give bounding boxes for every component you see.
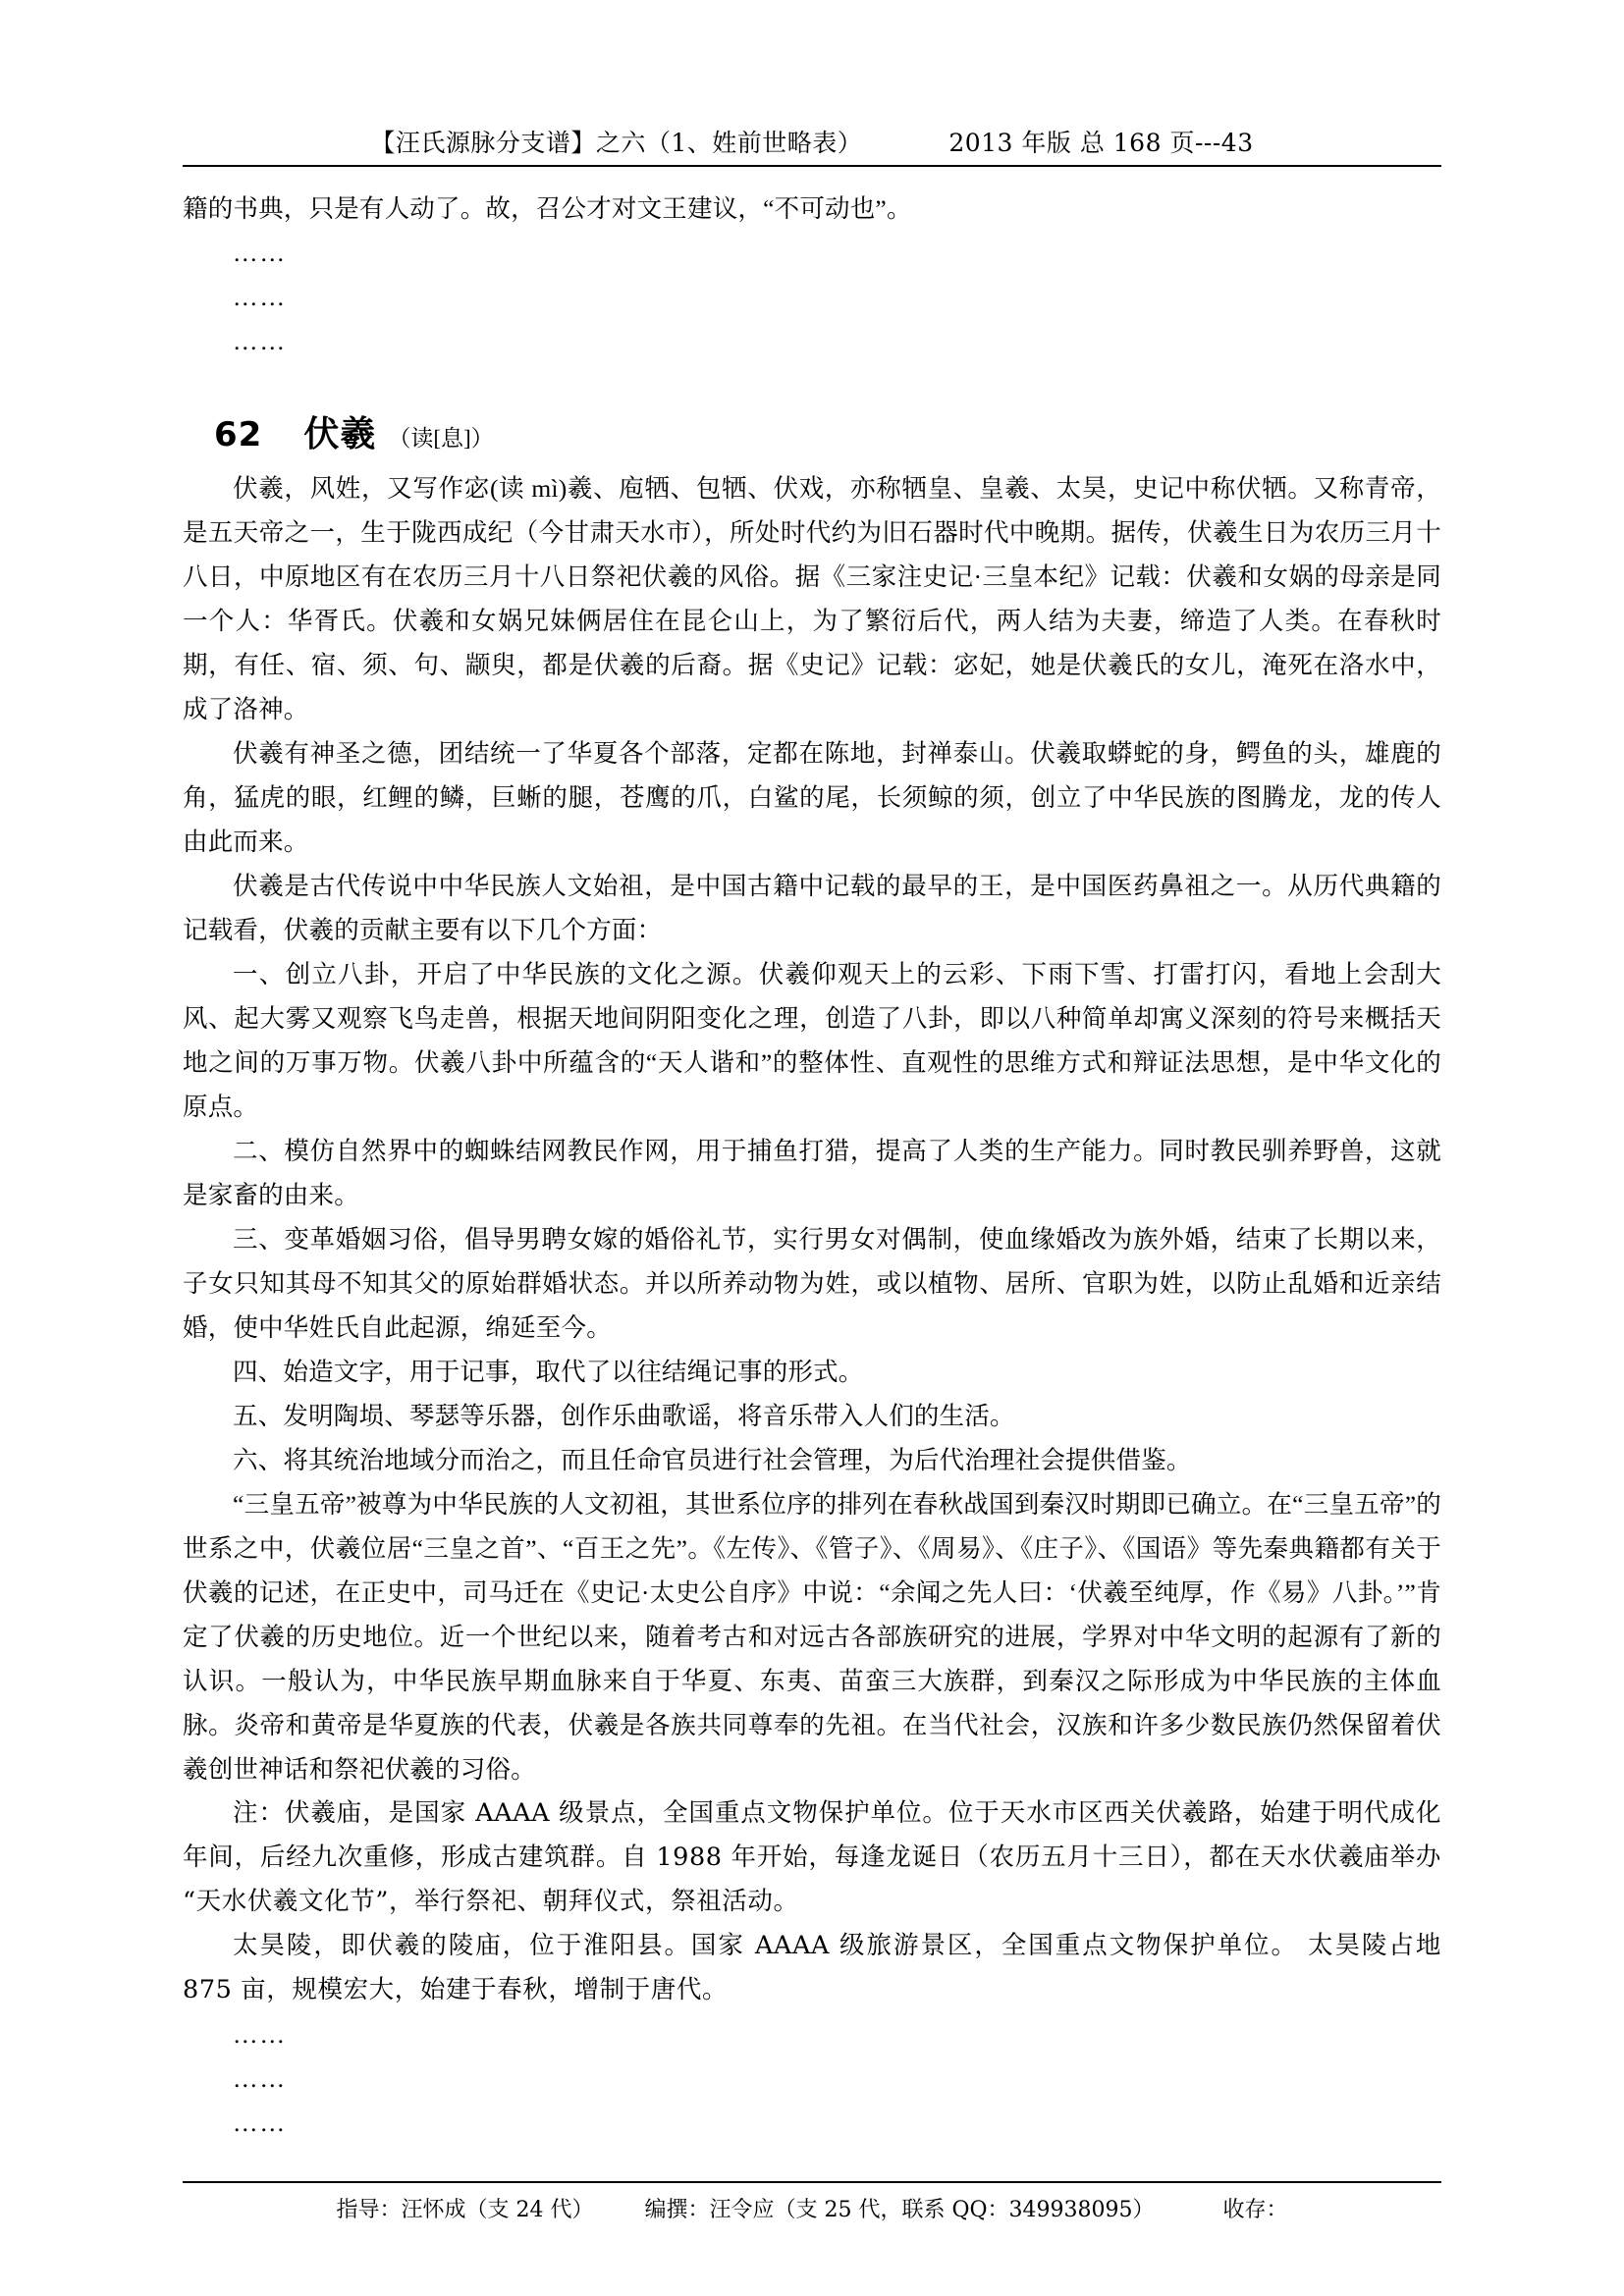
section-title: 伏羲	[303, 414, 377, 454]
header-page-info: 2013 年版 总 168 页---43	[948, 129, 1254, 157]
continued-paragraph: 籍的书典，只是有人动了。故，召公才对文王建议，“不可动也”。	[183, 194, 912, 223]
footer-divider	[183, 2181, 1441, 2183]
paragraph: 四、始造文字，用于记事，取代了以往结绳记事的形式。	[233, 1358, 864, 1386]
note-paragraph: 太昊陵，即伏羲的陵庙，位于淮阳县。国家 AAAA 级旅游景区，全国重点文物保护单位。 太昊陵占地 875 亩，规模宏大，始建于春秋，增制于唐代。	[183, 1931, 1441, 2004]
footer-advisor: 指导：汪怀成（支 24 代）	[336, 2198, 594, 2222]
paragraph: 伏羲是古代传说中中华民族人文始祖，是中国古籍中记载的最早的王，是中国医药鼻祖之一。从历代典籍的记载看，伏羲的贡献主要有以下几个方面：	[183, 872, 1441, 944]
paragraph: 伏羲，风姓，又写作宓(读 mì)羲、庖牺、包牺、伏戏，亦称牺皇、皇羲、太昊，史记中称伏牺。又称青帝，是五天帝之一，生于陇西成纪（今甘肃天水市），所处时代约为旧石器时代中晚期。据传，伏羲生日为农历三月十八日，中原地区有在农历三月十八日祭祀伏羲的风俗。据《三家注史记·三皇本纪》记载：伏羲和女娲的母亲是同一个人：华胥氏。伏羲和女娲兄妹俩居住在昆仑山上，为了繁衍后代，两人结为夫妻，缔造了人类。在春秋时期，有任、宿、须、句、颛臾，都是伏羲的后裔。据《史记》记载：宓妃，她是伏羲氏的女儿，淹死在洛水中，成了洛神。	[183, 474, 1441, 723]
header-divider	[183, 165, 1441, 167]
ellipsis-line: ……	[233, 327, 287, 355]
section-heading	[183, 363, 1441, 466]
paragraph: 五、发明陶埙、琴瑟等乐器，创作乐曲歌谣，将音乐带入人们的生活。	[233, 1402, 1015, 1430]
ellipsis-line: ……	[233, 2064, 287, 2093]
page-header	[183, 124, 1441, 159]
paragraph: 二、模仿自然界中的蜘蛛结网教民作网，用于捕鱼打猎，提高了人类的生产能力。同时教民驯养野兽，这就是家畜的由来。	[183, 1137, 1441, 1209]
ellipsis-line: ……	[233, 2020, 287, 2049]
paragraph: “三皇五帝”被尊为中华民族的人文初祖，其世系位序的排列在春秋战国到秦汉时期即已确立。在“三皇五帝”的世系之中，伏羲位居“三皇之首”、“百王之先”。《左传》、《管子》、《周易》、《庄子》、《国语》等先秦典籍都有关于伏羲的记述，在正史中，司马迁在《史记·太史公自序》中说：“余闻之先人曰：‘伏羲至纯厚，作《易》八卦。’”肯定了伏羲的历史地位。近一个世纪以来，随着考古和对远古各部族研究的进展，学界对中华文明的起源有了新的认识。一般认为，中华民族早期血脉来自于华夏、东夷、苗蛮三大族群，到秦汉之际形成为中华民族的主体血脉。炎帝和黄帝是华夏族的代表，伏羲是各族共同尊奉的先祖。在当代社会，汉族和许多少数民族仍然保留着伏羲创世神话和祭祀伏羲的习俗。	[183, 1490, 1441, 1784]
section-reading-note: （读[息]）	[388, 426, 494, 451]
note-paragraph: 注：伏羲庙，是国家 AAAA 级景点，全国重点文物保护单位。位于天水市区西关伏羲路，始建于明代成化年间，后经九次重修，形成古建筑群。自 1988 年开始，每逢龙诞日（农历五月十三日），都在天水伏羲庙举办“天水伏羲文化节”，举行祭祀、朝拜仪式，祭祖活动。	[183, 1798, 1441, 1916]
header-title: 【汪氏源脉分支谱】之六（1、姓前世略表）	[370, 129, 863, 157]
paragraph: 伏羲有神圣之德，团结统一了华夏各个部落，定都在陈地，封禅泰山。伏羲取蟒蛇的身，鳄鱼的头，雄鹿的角，猛虎的眼，红鲤的鳞，巨蜥的腿，苍鹰的爪，白鲨的尾，长须鲸的须，创立了中华民族的图腾龙，龙的传人由此而来。	[183, 739, 1441, 856]
page-body	[183, 187, 1441, 2145]
section-number: 62	[214, 415, 263, 454]
footer-compiler: 编撰：汪令应（支 25 代，联系 QQ：349938095）	[644, 2198, 1155, 2222]
ellipsis-line: ……	[233, 239, 287, 267]
paragraph: 一、创立八卦，开启了中华民族的文化之源。伏羲仰观天上的云彩、下雨下雪、打雷打闪，看地上会刮大风、起大雾又观察飞鸟走兽，根据天地间阴阳变化之理，创造了八卦，即以八种简单却寓义深刻的符号来概括天地之间的万事万物。伏羲八卦中所蕴含的“天人谐和”的整体性、直观性的思维方式和辩证法思想，是中华文化的原点。	[183, 960, 1441, 1121]
page-footer	[183, 2193, 1441, 2223]
paragraph: 三、变革婚姻习俗，倡导男聘女嫁的婚俗礼节，实行男女对偶制，使血缘婚改为族外婚，结束了长期以来，子女只知其母不知其父的原始群婚状态。并以所养动物为姓，或以植物、居所、官职为姓，以防止乱婚和近亲结婚，使中华姓氏自此起源，绵延至今。	[183, 1225, 1441, 1342]
paragraph: 六、将其统治地域分而治之，而且任命官员进行社会管理，为后代治理社会提供借鉴。	[233, 1446, 1192, 1474]
ellipsis-line: ……	[233, 283, 287, 311]
ellipsis-line: ……	[233, 2109, 287, 2137]
footer-keeper: 收存：	[1222, 2198, 1288, 2222]
